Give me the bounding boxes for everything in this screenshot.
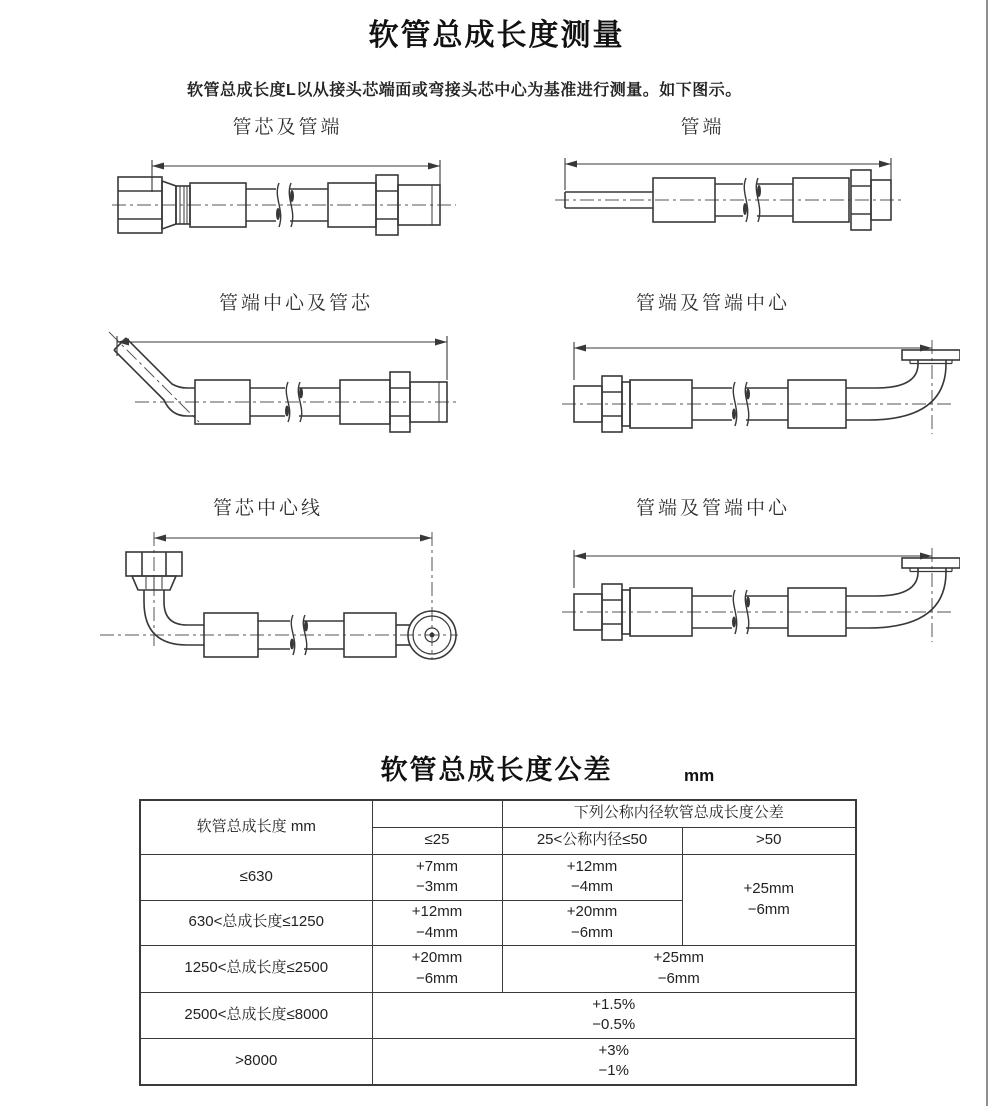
intro-text: 软管总成长度L以从接头芯端面或弯接头芯中心为基准进行测量。如下图示。 — [187, 82, 742, 99]
tolerance-plus: +1.5% — [592, 995, 636, 1013]
page-right-border — [986, 0, 988, 1106]
tolerance-cell — [502, 854, 682, 900]
tolerance-plus: +25mm — [743, 880, 794, 898]
tolerance-plus: +12mm — [411, 903, 463, 921]
tolerance-section-title: 软管总成长度公差 — [380, 755, 613, 785]
table-subheader-gt50: >50 — [682, 827, 856, 854]
length-range-cell: >8000 — [140, 1038, 372, 1085]
figure-drawing-hose-bent-tube — [95, 322, 460, 442]
tolerance-minus: −6mm — [415, 969, 459, 987]
tolerance-minus: −1% — [598, 1062, 629, 1080]
tolerance-cell — [372, 854, 502, 900]
figure-label-end-center-and-core: 管端中心及管芯 — [218, 292, 373, 314]
tolerance-minus: −3mm — [415, 878, 459, 895]
tolerance-plus: +25mm — [653, 949, 704, 967]
figure-label-core-centerline: 管芯中心线 — [212, 497, 323, 519]
figure-label-core-and-end: 管芯及管端 — [232, 116, 343, 138]
table-row — [140, 1038, 856, 1085]
figure-drawing-hose-elbow-flange-1 — [560, 330, 960, 445]
length-range-cell: ≤630 — [140, 854, 372, 900]
page-title: 软管总成长度测量 — [368, 19, 625, 52]
tolerance-cell — [502, 900, 682, 945]
tolerance-cell-merged — [372, 1038, 856, 1085]
figure-label-end-and-end-center-1: 管端及管端中心 — [635, 292, 790, 314]
figure-label-end-and-end-center-2: 管端及管端中心 — [635, 497, 790, 519]
tolerance-plus: +12mm — [566, 857, 618, 875]
tolerance-cell-merged — [682, 854, 856, 945]
figure-drawing-hose-elbow-flange-2 — [560, 538, 960, 653]
length-range-cell: 1250<总成长度≤2500 — [140, 945, 372, 992]
table-row — [140, 945, 856, 992]
tolerance-plus: +7mm — [415, 857, 459, 875]
tolerance-cell-merged — [502, 945, 856, 992]
tolerance-plus: +3% — [598, 1042, 629, 1059]
figure-label-tube-end: 管端 — [680, 116, 725, 138]
tolerance-minus: −6mm — [657, 969, 700, 987]
tolerance-plus: +20mm — [566, 903, 618, 921]
table-subheader-le25: ≤25 — [372, 827, 502, 854]
tolerance-table — [139, 799, 857, 1086]
figure-drawing-hose-nut-and-male — [110, 150, 460, 250]
tolerance-cell — [372, 945, 502, 992]
tolerance-minus: −4mm — [570, 878, 614, 895]
tolerance-cell — [372, 900, 502, 945]
tolerance-minus: −0.5% — [592, 1016, 636, 1033]
tolerance-plus: +20mm — [411, 949, 463, 967]
tolerance-minus: −4mm — [415, 923, 459, 941]
table-header-hose-length: 软管总成长度 mm — [140, 800, 372, 854]
table-row — [140, 854, 856, 900]
table-row — [140, 992, 856, 1038]
figure-drawing-hose-elbow-ring — [92, 528, 462, 663]
length-range-cell: 2500<总成长度≤8000 — [140, 992, 372, 1038]
tolerance-minus: −6mm — [570, 923, 614, 941]
tolerance-cell-merged — [372, 992, 856, 1038]
tolerance-minus: −6mm — [747, 900, 790, 918]
length-range-cell: 630<总成长度≤1250 — [140, 900, 372, 945]
table-header-span: 下列公称内径软管总成长度公差 — [502, 800, 856, 827]
table-header-empty-cell — [372, 800, 502, 827]
table-subheader-25to50: 25<公称内径≤50 — [502, 827, 682, 854]
tolerance-unit-label: mm — [684, 766, 715, 785]
figure-drawing-hose-tube-end — [553, 150, 903, 250]
